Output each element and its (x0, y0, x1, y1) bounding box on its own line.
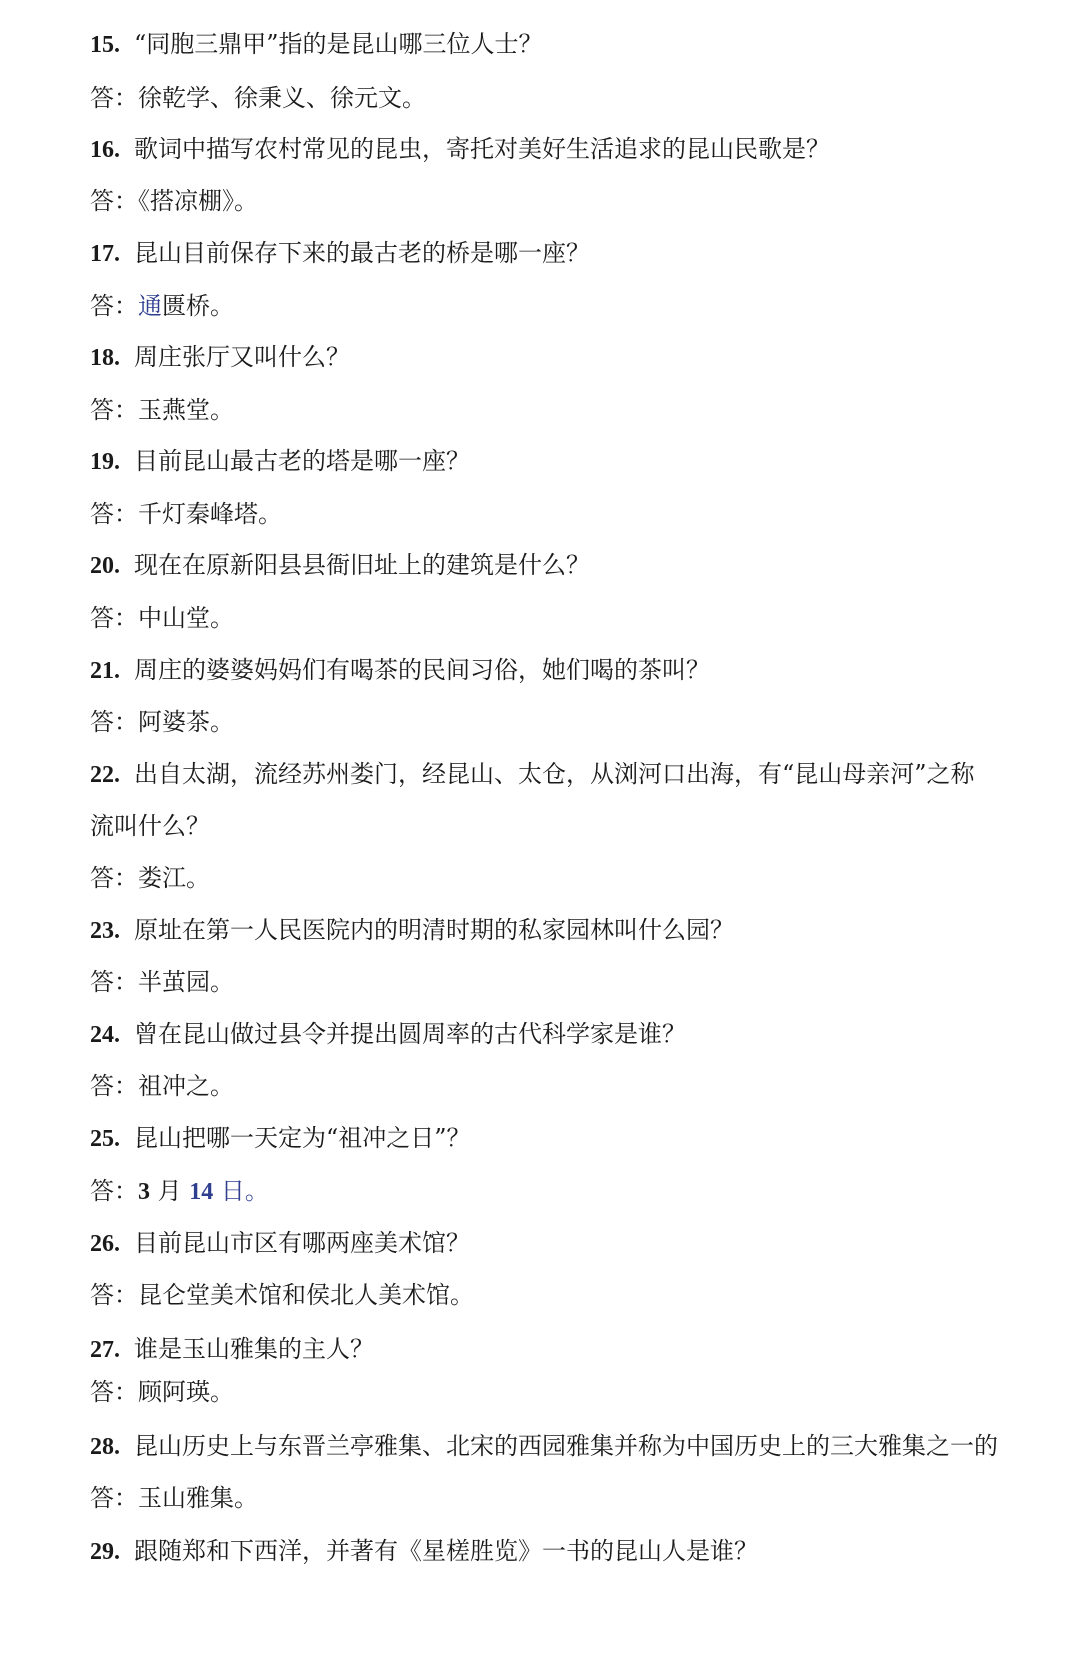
answer-prefix: 答： (90, 604, 138, 632)
answer-26 (90, 1279, 474, 1311)
answer-text: 祖冲之。 (138, 1072, 234, 1100)
answer-text: 半茧园。 (138, 968, 234, 996)
question-24 (90, 1018, 686, 1051)
question-number: 16. (90, 137, 120, 163)
answer-month: 3 (138, 1179, 150, 1205)
question-number: 25. (90, 1126, 120, 1152)
question-text: 谁是玉山雅集的主人？ (134, 1335, 374, 1363)
answer-highlight: 通 (138, 292, 162, 320)
answer-text: 千灯秦峰塔。 (138, 500, 282, 528)
answer-19 (90, 498, 282, 530)
answer-prefix: 答： (90, 396, 138, 424)
answer-18 (90, 394, 234, 426)
answer-text: 匮桥。 (162, 292, 234, 320)
answer-prefix: 答： (90, 708, 138, 736)
question-text: 目前昆山最古老的塔是哪一座？ (134, 447, 470, 475)
answer-17 (90, 290, 234, 322)
question-21 (90, 654, 710, 687)
question-text: 昆山历史上与东晋兰亭雅集、北宋的西园雅集并称为中国历史上的三大雅集之一的 (134, 1432, 998, 1460)
question-16 (90, 133, 830, 166)
question-number: 26. (90, 1231, 120, 1257)
answer-text: 玉山雅集。 (138, 1484, 258, 1512)
question-number: 24. (90, 1022, 120, 1048)
question-15 (90, 28, 543, 61)
answer-27 (90, 1376, 234, 1408)
question-text: 跟随郑和下西洋，并著有《星槎胜览》一书的昆山人是谁？ (134, 1537, 758, 1565)
answer-text: 《搭凉棚》。 (138, 187, 258, 215)
question-text: 目前昆山市区有哪两座美术馆？ (134, 1229, 470, 1257)
answer-prefix: 答： (90, 187, 138, 215)
question-text: 出自太湖，流经苏州娄门，经昆山、太仓，从浏河口出海，有“昆山母亲河”之称 (134, 760, 975, 788)
answer-prefix: 答： (90, 968, 138, 996)
question-text: 流叫什么？ (90, 812, 210, 840)
question-number: 23. (90, 918, 120, 944)
answer-prefix: 答： (90, 1177, 138, 1205)
question-number: 19. (90, 449, 120, 475)
question-28 (90, 1430, 998, 1463)
question-20 (90, 549, 590, 582)
answer-text: 玉燕堂。 (138, 396, 234, 424)
question-23 (90, 914, 734, 947)
question-text: 昆山把哪一天定为“祖冲之日”？ (134, 1124, 471, 1152)
question-text: 周庄的婆婆妈妈们有喝茶的民间习俗，她们喝的茶叫？ (134, 656, 710, 684)
answer-text: 日。 (213, 1177, 269, 1205)
answer-prefix: 答： (90, 1072, 138, 1100)
question-number: 20. (90, 553, 120, 579)
answer-text: 顾阿瑛。 (138, 1378, 234, 1406)
question-number: 28. (90, 1434, 120, 1460)
question-25 (90, 1122, 471, 1155)
question-27 (90, 1333, 374, 1366)
answer-24 (90, 1070, 234, 1102)
answer-day: 14 (189, 1179, 214, 1205)
answer-21 (90, 706, 234, 738)
answer-15 (90, 82, 426, 114)
answer-20 (90, 602, 234, 634)
question-26 (90, 1227, 470, 1260)
question-number: 18. (90, 345, 120, 371)
question-19 (90, 445, 470, 478)
question-number: 22. (90, 762, 120, 788)
question-18 (90, 341, 350, 374)
answer-text: 阿婆茶。 (138, 708, 234, 736)
question-22 (90, 758, 975, 791)
question-text: 原址在第一人民医院内的明清时期的私家园林叫什么园？ (134, 916, 734, 944)
answer-prefix: 答： (90, 864, 138, 892)
question-text: 现在在原新阳县县衙旧址上的建筑是什么？ (134, 551, 590, 579)
answer-text: 中山堂。 (138, 604, 234, 632)
answer-prefix: 答： (90, 1378, 138, 1406)
question-number: 27. (90, 1337, 120, 1363)
answer-prefix: 答： (90, 84, 138, 112)
answer-text: 月 (150, 1177, 190, 1205)
answer-text: 徐乾学、徐秉义、徐元文。 (138, 84, 426, 112)
question-number: 29. (90, 1539, 120, 1565)
question-22-continuation (90, 810, 210, 842)
answer-16 (90, 185, 258, 217)
answer-prefix: 答： (90, 1281, 138, 1309)
answer-prefix: 答： (90, 1484, 138, 1512)
answer-23 (90, 966, 234, 998)
question-text: 昆山目前保存下来的最古老的桥是哪一座？ (134, 239, 590, 267)
question-number: 15. (90, 32, 120, 58)
question-number: 21. (90, 658, 120, 684)
answer-28 (90, 1482, 258, 1514)
question-text: 歌词中描写农村常见的昆虫，寄托对美好生活追求的昆山民歌是？ (134, 135, 830, 163)
answer-prefix: 答： (90, 292, 138, 320)
answer-22 (90, 862, 210, 894)
question-text: 周庄张厅又叫什么？ (134, 343, 350, 371)
answer-25 (90, 1175, 269, 1208)
question-text: 曾在昆山做过县令并提出圆周率的古代科学家是谁？ (134, 1020, 686, 1048)
question-17 (90, 237, 590, 270)
question-text: “同胞三鼎甲”指的是昆山哪三位人士？ (134, 30, 543, 58)
question-number: 17. (90, 241, 120, 267)
answer-text: 娄江。 (138, 864, 210, 892)
answer-text: 昆仑堂美术馆和侯北人美术馆。 (138, 1281, 474, 1309)
answer-prefix: 答： (90, 500, 138, 528)
question-29 (90, 1535, 758, 1568)
